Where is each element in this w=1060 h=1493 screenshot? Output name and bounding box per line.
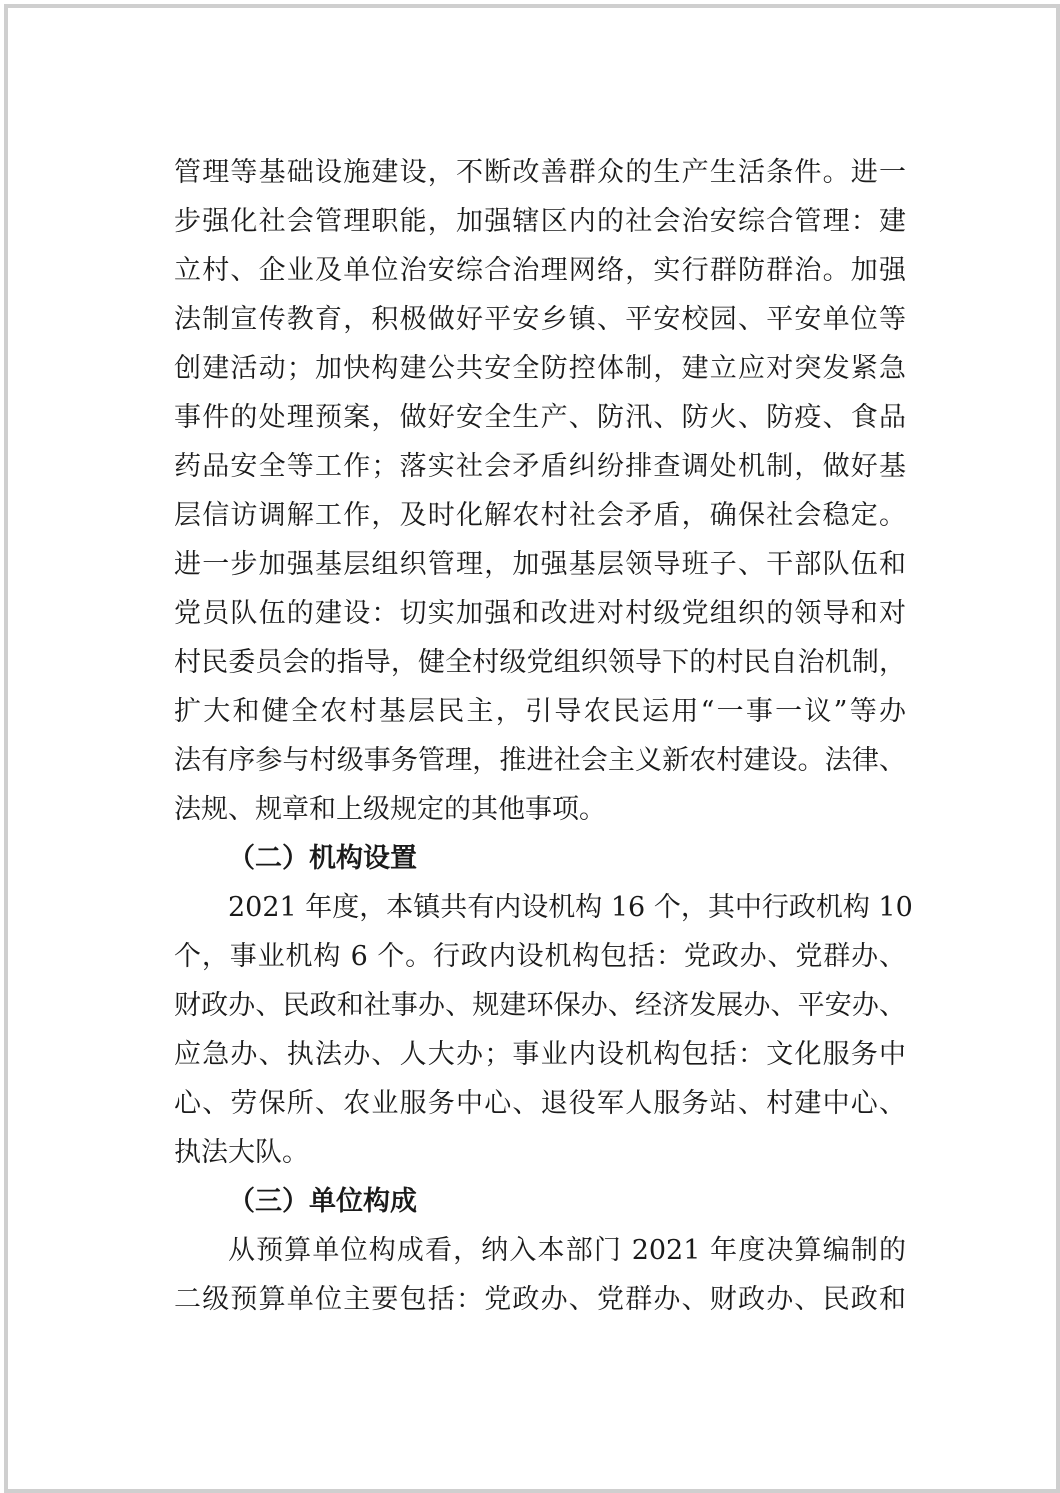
paragraph-line: 二级预算单位主要包括：党政办、党群办、财政办、民政和 xyxy=(174,1284,906,1315)
paragraph-line: 从预算单位构成看，纳入本部门 2021 年度决算编制的 xyxy=(228,1235,906,1266)
paragraph-line: 步强化社会管理职能，加强辖区内的社会治安综合管理：建 xyxy=(174,206,906,237)
document-body xyxy=(174,148,913,1324)
document-page xyxy=(4,4,1060,1493)
paragraph-line: 事件的处理预案，做好安全生产、防汛、防火、防疫、食品 xyxy=(174,402,906,433)
paragraph-line: 法制宣传教育，积极做好平安乡镇、平安校园、平安单位等 xyxy=(174,304,906,335)
paragraph-line: 立村、企业及单位治安综合治理网络，实行群防群治。加强 xyxy=(174,255,906,286)
paragraph-line: 应急办、执法办、人大办；事业内设机构包括：文化服务中 xyxy=(174,1039,906,1070)
paragraph-line: 创建活动；加快构建公共安全防控体制，建立应对突发紧急 xyxy=(174,353,906,384)
paragraph-line: 2021 年度，本镇共有内设机构 16 个，其中行政机构 10 xyxy=(228,892,913,923)
paragraph-line: 法有序参与村级事务管理，推进社会主义新农村建设。法律、 xyxy=(174,745,906,776)
section-heading: （二）机构设置 xyxy=(228,843,417,874)
paragraph-line: 执法大队。 xyxy=(174,1137,309,1168)
paragraph-line: 药品安全等工作；落实社会矛盾纠纷排查调处机制，做好基 xyxy=(174,451,906,482)
paragraph-line: 个，事业机构 6 个。行政内设机构包括：党政办、党群办、 xyxy=(174,941,906,972)
paragraph-line: 进一步加强基层组织管理，加强基层领导班子、干部队伍和 xyxy=(174,549,906,580)
paragraph-line: 心、劳保所、农业服务中心、退役军人服务站、村建中心、 xyxy=(174,1088,906,1119)
paragraph-line: 管理等基础设施建设，不断改善群众的生产生活条件。进一 xyxy=(174,157,906,188)
paragraph-line: 扩大和健全农村基层民主，引导农民运用“一事一议”等办 xyxy=(174,696,906,727)
paragraph-line: 法规、规章和上级规定的其他事项。 xyxy=(174,794,606,825)
paragraph-line: 财政办、民政和社事办、规建环保办、经济发展办、平安办、 xyxy=(174,990,906,1021)
section-heading: （三）单位构成 xyxy=(228,1186,417,1217)
paragraph-line: 层信访调解工作，及时化解农村社会矛盾，确保社会稳定。 xyxy=(174,500,906,531)
paragraph-line: 党员队伍的建设：切实加强和改进对村级党组织的领导和对 xyxy=(174,598,906,629)
paragraph-line: 村民委员会的指导，健全村级党组织领导下的村民自治机制， xyxy=(174,647,906,678)
